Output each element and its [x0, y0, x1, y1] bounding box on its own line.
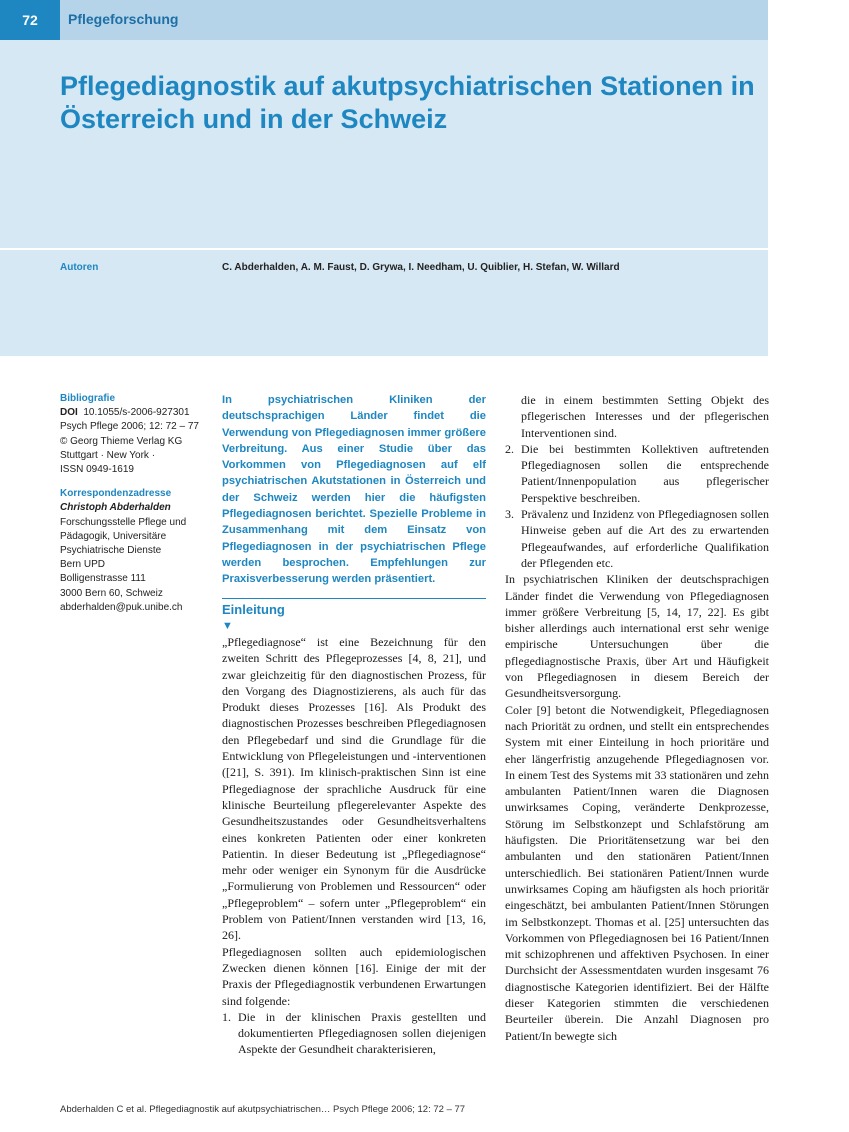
paragraph: In psychiatrischen Kliniken der deutschsprachigen Länder findet die Verwendung von Pflegediagnosen immer größere Verbreitung [5, 14, 17, 22]. Es gibt bisher allerdings auch international erst sehr wenige empirische Untersuchungen über die pflegediagnostische Praxis, über Art und Häufigkeit von Pflegediagnosen in diesem Bereich der Gesundheitsversorgung. — [505, 572, 769, 701]
list-number: 3. — [505, 507, 514, 522]
list-number: 1. — [222, 1009, 231, 1024]
list-item — [505, 506, 769, 571]
doi-value: 10.1055/s-2006-927301 — [83, 407, 190, 419]
intro-heading: Einleitung — [222, 602, 285, 617]
section-label: Pflegeforschung — [68, 11, 179, 27]
list-text: Die in der klinischen Praxis gestellten und dokumentierten Pflegediagnosen sollen diejenigen Aspekte der Gesundheit charakterisieren, — [238, 1009, 486, 1057]
list-item — [505, 441, 769, 506]
doi-line — [60, 406, 210, 420]
address-line: 3000 Bern 60, Schweiz — [60, 587, 163, 599]
column-2 — [505, 392, 769, 1044]
list-number: 2. — [505, 441, 514, 456]
column-1 — [222, 634, 486, 1058]
publisher-place: Stuttgart · New York · — [60, 449, 156, 461]
copyright: © Georg Thieme Verlag KG — [60, 435, 183, 447]
article-title: Pflegediagnostik auf akutpsychiatrischen Stationen in Österreich und in der Schweiz — [60, 71, 755, 134]
list-item-continued — [505, 392, 769, 441]
list-text: Prävalenz und Inzidenz von Pflegediagnosen sollen Hinweise geben auf die Art des zu erwartenden Pflegeaufwandes, auf erforderliche Qualifikation der Pflegenden etc. — [521, 507, 769, 570]
address-line: Bolligenstrasse 111 — [60, 573, 146, 585]
paragraph: Coler [9] betont die Notwendigkeit, Pflegediagnosen nach Priorität zu ordnen, und stellt ein entsprechendes System mit einer Einteilung in hoch prioritäre und eher längerfristig anzugehende Pflegediagnosen vor. In einem Test des Systems mit 33 stationären und zehn ambulanten Patient/Innen waren die Diagnosen unwirksames Coping, veränderte Denkprozesse, Störung im Selbstkonzept und Schlafstörung am häufigsten. Die Prioritätensetzung war bei den ambulanten und den stationären Patient/Innen unterschiedlich. Bei stationären Patient/Innen wurde unwirksames Coping am häufigsten als hoch prioritär eingeschätzt, bei ambulanten Patient/Innen Störungen im Selbstkonzept. Thomas et al. [25] untersuchten das Vorkommen von Pflegediagnosen bei 16 Patient/Innen mit schizophrenen und affektiven Psychosen. In einer Durchsicht der Assessmentdaten wurden insgesamt 76 diagnostische Kategorien identifiziert. Bei der Hälfte dieser Kategorien stimmten die verschiedenen Beurteiler überein. Die Anzahl Diagnosen pro Patient/In bewegte sich — [505, 702, 769, 1043]
address-line: Bern UPD — [60, 559, 106, 571]
authors-label: Autoren — [60, 262, 99, 273]
address-line: Psychiatrische Dienste — [60, 545, 162, 557]
address-line: Forschungsstelle Pflege und — [60, 516, 187, 528]
triangle-down-icon: ▼ — [222, 620, 233, 632]
email: abderhalden@puk.unibe.ch — [60, 601, 183, 613]
correspondence-name: Christoph Abderhalden — [60, 502, 171, 514]
list-text: die in einem bestimmten Setting Objekt des pflegerischen Interesses und der pflegerischen Interventionen sind. — [521, 393, 769, 440]
bibliography-heading: Bibliografie — [60, 393, 116, 404]
issn: ISSN 0949-1619 — [60, 464, 134, 476]
paragraph: Pflegediagnosen sollten auch epidemiologischen Zwecken dienen können [16]. Einige der mit der Praxis der Pflegediagnostik verbundenen Erwartungen sind folgende: — [222, 944, 486, 1008]
page-number: 72 — [0, 0, 60, 40]
correspondence-heading: Korrespondenzadresse — [60, 488, 172, 500]
journal-ref: Psych Pflege 2006; 12: 72 – 77 — [60, 421, 199, 433]
section-rule — [222, 598, 486, 599]
paragraph: „Pflegediagnose“ ist eine Bezeichnung für den zweiten Schritt des Pflegeprozesses [4, 8, 21], und zwar gleichzeitig für den diagnostischen Prozess, für den Vorgang des Diagnostizierens, als auch für das Produkt dieses Prozesses [16]. Als Produkt des diagnostischen Prozesses beschreiben Pflegediagnosen den Pflegebedarf und sind die Grundlage für die Entwicklung von Pflegeleistungen und -interventionen ([21], S. 391). Im klinisch-praktischen Sinn ist eine Pflegediagnose der sprachliche Ausdruck für eine klinische Beurteilung pflegerelevanter Aspekte des Gesundheitszustandes oder Gesundheitsverhaltens eines konkreten Patienten oder einer konkreten Patientin. In dieser Bedeutung ist „Pflegediagnose“ mehr oder weniger ein Synonym für die Ausdrücke „Formulierung von Problemen und Ressourcen“ oder „Pflegeproblem“ – sofern unter „Pflegeproblem“ ein Problem von Patient/Innen verstanden wird [13, 16, 26]. — [222, 635, 486, 943]
meta-sidebar — [60, 392, 210, 615]
footer-citation: Abderhalden C et al. Pflegediagnostik auf akutpsychiatrischen… Psych Pflege 2006; 12: 72 – 77 — [60, 1104, 466, 1115]
authors-list: C. Abderhalden, A. M. Faust, D. Grywa, I. Needham, U. Quiblier, H. Stefan, W. Willard — [222, 262, 620, 273]
abstract: In psychiatrischen Kliniken der deutschsprachigen Länder findet die Verwendung von Pflegediagnosen immer größere Verbreitung. Aus einer Studie über das Vorkommen von Pflegediagnosen auf elf psychiatrischen Akutstationen in Österreich und der Schweiz werden hier die häufigsten Pflegediagnosen berichtet. Spezielle Probleme in Zusammenhang mit dem Einsatz von Pflegediagnosen in der psychiatrischen Pflege werden besprochen. Empfehlungen zur Praxisverbesserung werden präsentiert. — [222, 394, 486, 586]
list-text: Die bei bestimmten Kollektiven auftretenden Pflegediagnosen sollen die entsprechende Patient/Innenpopulation aus pflegerischer Perspektive beschreiben. — [521, 441, 769, 505]
list-item — [222, 1009, 486, 1058]
doi-label: DOI — [60, 407, 78, 419]
address-line: Pädagogik, Universitäre — [60, 530, 167, 542]
